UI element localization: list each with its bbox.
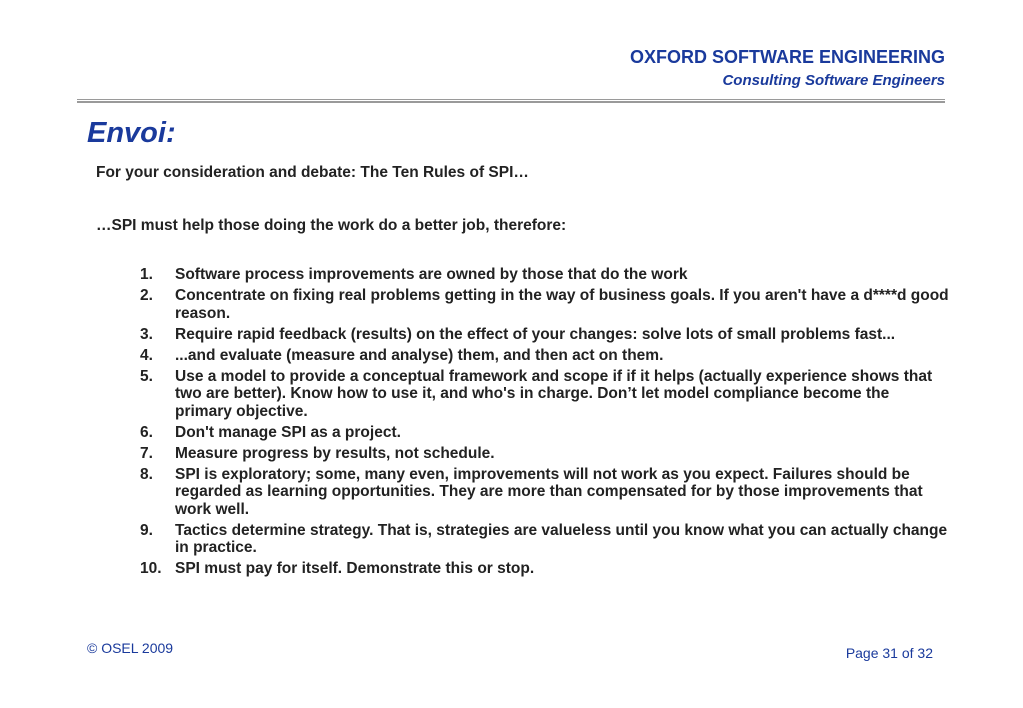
- list-item: [140, 522, 950, 557]
- rule-text: Use a model to provide a conceptual framework and scope if if it helps (actually experience shows that two are better). Know how to use it, and who's in charge. Don’t let model compliance become the primary objective.: [175, 367, 933, 420]
- list-item: [140, 326, 950, 344]
- rule-number: 10.: [140, 560, 162, 577]
- organization-name: OXFORD SOFTWARE ENGINEERING: [629, 47, 945, 67]
- list-item: [140, 445, 950, 463]
- rules-list: [140, 266, 950, 581]
- page-number: Page 31 of 32: [845, 645, 933, 661]
- list-item: [140, 287, 950, 322]
- lead-text: …SPI must help those doing the work do a better job, therefore:: [96, 217, 567, 234]
- rule-text: SPI is exploratory; some, many even, improvements will not work as you expect. Failures should be regarded as learning opportunities. They are more than compensated for by those improvements that work well.: [175, 465, 923, 518]
- list-item: [140, 466, 950, 519]
- header-divider: [77, 99, 945, 103]
- rule-number: 6.: [140, 423, 153, 441]
- list-item: [140, 368, 950, 421]
- slide-title: Envoi:: [87, 117, 176, 149]
- rule-number: 3.: [140, 325, 153, 343]
- rule-text: Tactics determine strategy. That is, strategies are valueless until you know what you can actually change in practice.: [175, 521, 948, 556]
- rule-number: 9.: [140, 521, 153, 539]
- rule-number: 7.: [140, 444, 153, 462]
- list-item: [140, 347, 950, 365]
- organization-tagline: Consulting Software Engineers: [722, 72, 945, 89]
- rule-number: 1.: [140, 266, 153, 283]
- list-item: [140, 266, 950, 284]
- rule-text: Require rapid feedback (results) on the effect of your changes: solve lots of small problems fast...: [175, 325, 896, 343]
- rule-text: SPI must pay for itself. Demonstrate this or stop.: [175, 560, 535, 577]
- rule-number: 2.: [140, 287, 153, 304]
- rule-text: Don't manage SPI as a project.: [175, 423, 401, 441]
- list-item: [140, 424, 950, 442]
- copyright-notice: © OSEL 2009: [87, 640, 174, 656]
- intro-text: For your consideration and debate: The Ten Rules of SPI…: [96, 164, 529, 181]
- rule-text: ...and evaluate (measure and analyse) them, and then act on them.: [175, 346, 664, 364]
- rule-number: 8.: [140, 465, 153, 483]
- rule-number: 5.: [140, 367, 153, 385]
- rule-number: 4.: [140, 346, 153, 364]
- list-item: [140, 560, 950, 578]
- rule-text: Concentrate on fixing real problems getting in the way of business goals. If you aren't have a d****d good reason.: [175, 287, 949, 322]
- rule-text: Software process improvements are owned by those that do the work: [175, 266, 688, 283]
- rule-text: Measure progress by results, not schedule.: [175, 444, 495, 462]
